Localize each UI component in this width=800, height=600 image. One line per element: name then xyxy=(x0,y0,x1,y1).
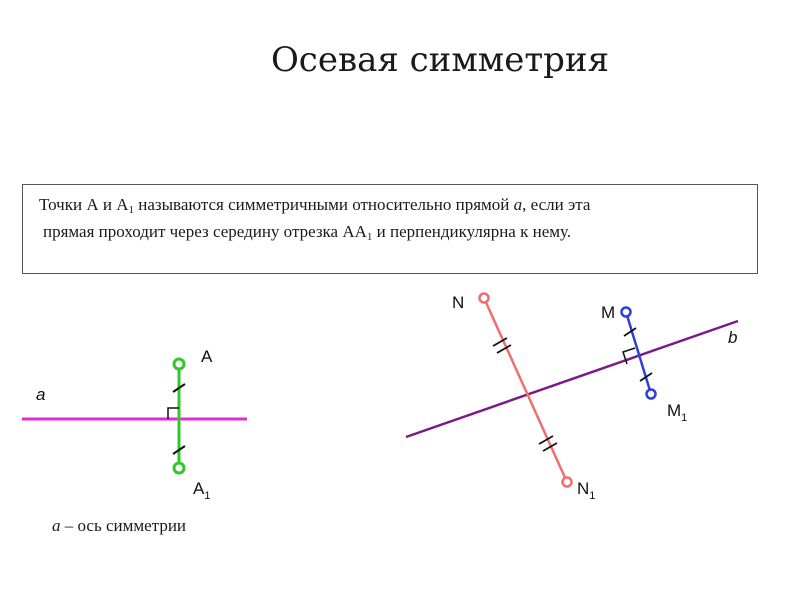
label-m1-sub: 1 xyxy=(681,412,688,424)
definition-text: Точки А и А xyxy=(39,195,129,214)
label-n1 xyxy=(577,479,595,502)
definition-text: называются симметричными относительно прямой xyxy=(133,195,514,214)
right-angle-mark xyxy=(168,408,179,419)
label-n: N xyxy=(452,293,465,312)
axis-a-label: a xyxy=(36,385,46,404)
caption-variable: a xyxy=(52,516,61,535)
left-diagram xyxy=(22,347,247,502)
label-a1-sub: 1 xyxy=(204,490,211,502)
label-m: M xyxy=(601,303,616,322)
variable-a: a xyxy=(513,195,523,214)
label-a1 xyxy=(193,479,210,502)
point-m xyxy=(622,308,631,317)
point-a1 xyxy=(174,463,184,473)
label-n1-sub: 1 xyxy=(589,490,596,502)
page-title: Осевая симметрия xyxy=(270,40,610,80)
caption-text: – ось симметрии xyxy=(60,516,187,535)
label-a: A xyxy=(201,347,213,366)
segment-n-n1 xyxy=(484,298,567,482)
subscript: 1 xyxy=(366,231,373,243)
point-n1 xyxy=(563,478,572,487)
definition-text: и перпендикулярна к нему. xyxy=(372,222,572,241)
label-m1-letter: M xyxy=(667,401,682,420)
point-n xyxy=(480,294,489,303)
point-a xyxy=(174,359,184,369)
caption xyxy=(52,516,186,536)
definition-text: , если эта xyxy=(522,195,591,214)
axis-b-line xyxy=(406,321,738,437)
label-m1 xyxy=(667,401,687,424)
label-n1-letter: N xyxy=(577,479,590,498)
subscript: 1 xyxy=(128,204,134,216)
point-m1 xyxy=(647,390,656,399)
definition-text: прямая проходит через середину отрезка АА xyxy=(43,222,367,241)
right-diagram xyxy=(406,293,738,502)
axis-b-label: b xyxy=(728,328,738,347)
label-a1-letter: A xyxy=(193,479,205,498)
